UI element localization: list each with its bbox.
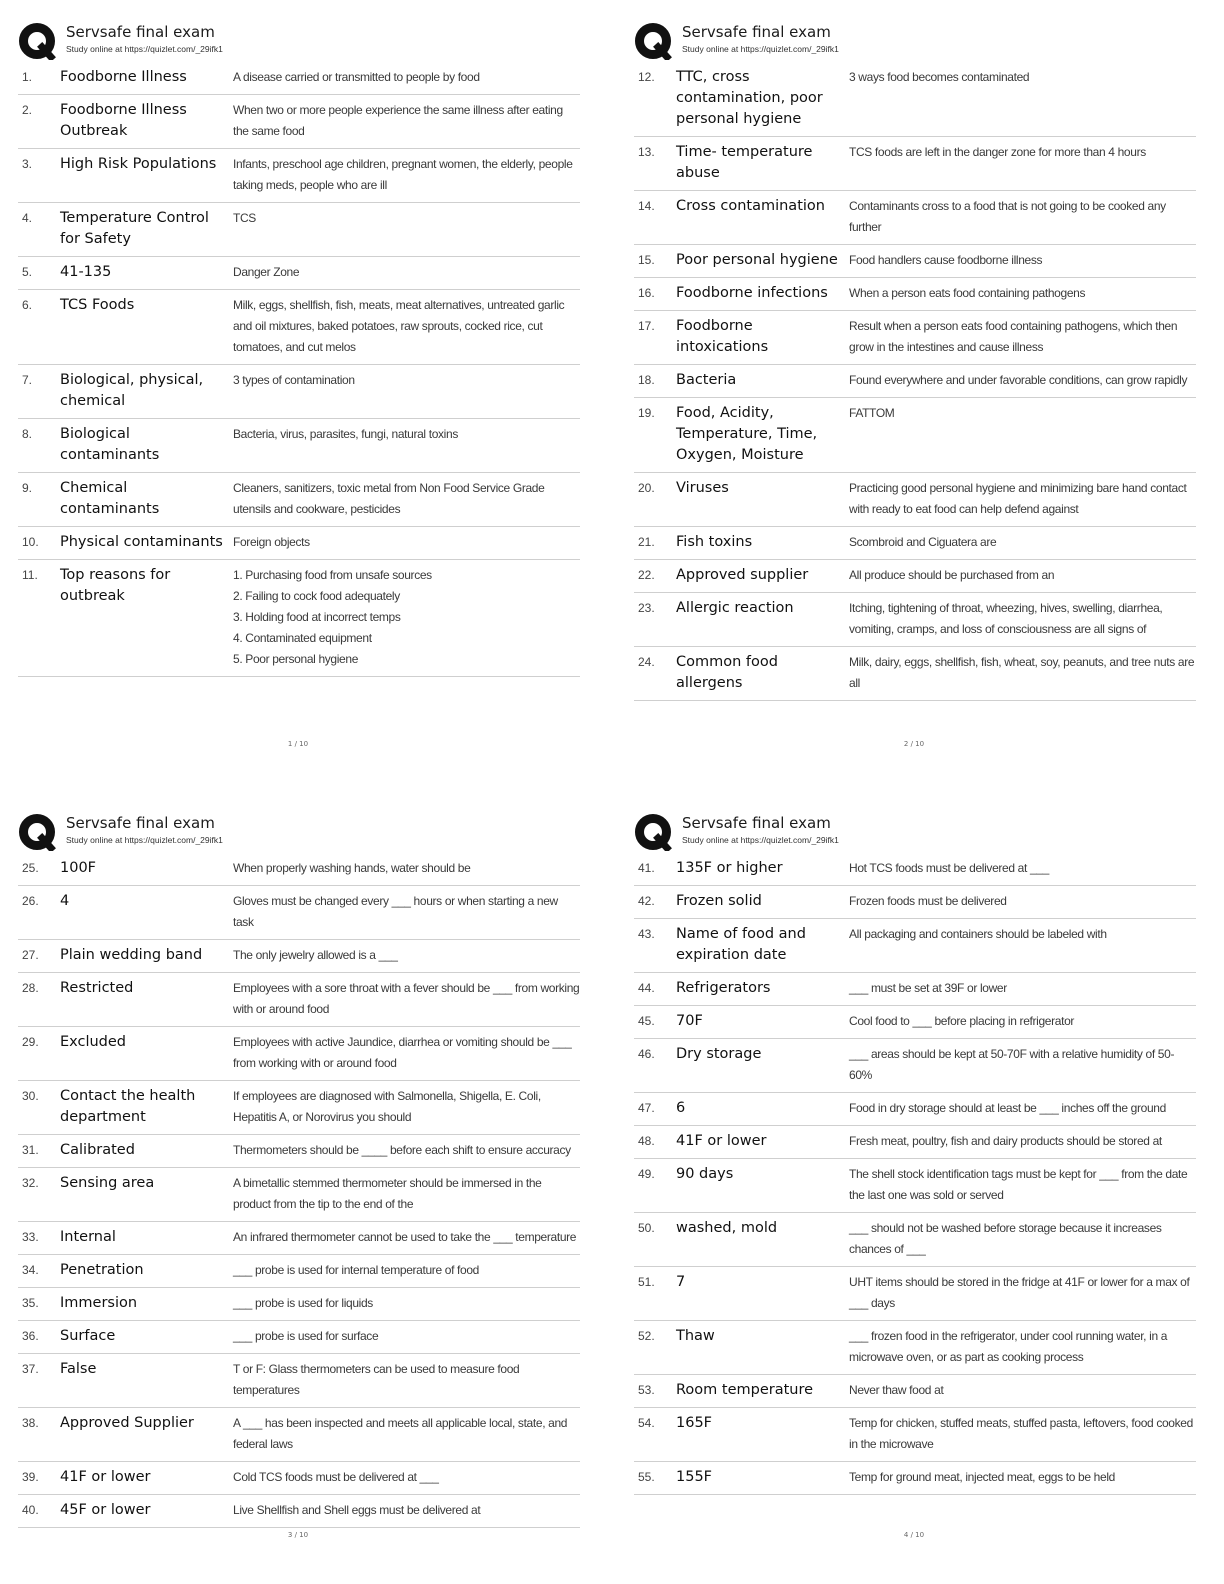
row-number: 2. bbox=[22, 103, 33, 117]
term-text: 165F bbox=[676, 1415, 713, 1431]
flashcard-row bbox=[634, 527, 1196, 560]
study-link[interactable]: Study online at https://quizlet.com/_29ifk1 bbox=[66, 835, 223, 845]
page-header bbox=[18, 20, 580, 62]
term-text: Frozen solid bbox=[676, 893, 762, 909]
flashcard-row bbox=[634, 647, 1196, 701]
term-text: Biological, physical, chemical bbox=[60, 372, 204, 409]
row-number: 1. bbox=[22, 70, 33, 84]
page-4 bbox=[634, 811, 1196, 1495]
definition-text: Contaminants cross to a food that is not going to be cooked any further bbox=[849, 199, 1166, 234]
row-number: 33. bbox=[22, 1230, 39, 1244]
term-text: Plain wedding band bbox=[60, 947, 203, 963]
row-number: 6. bbox=[22, 298, 33, 312]
term-text: 4 bbox=[60, 893, 70, 909]
row-number: 9. bbox=[22, 481, 33, 495]
term-text: 155F bbox=[676, 1469, 713, 1485]
flashcard-row bbox=[634, 973, 1196, 1006]
definition-text: Itching, tightening of throat, wheezing, hives, swelling, diarrhea, vomiting, cramps, and loss of consciousness are all signs of bbox=[849, 601, 1163, 636]
term-text: Food, Acidity, Temperature, Time, Oxygen, Moisture bbox=[676, 405, 818, 463]
definition-text: ___ frozen food in the refrigerator, under cool running water, in a microwave oven, or as part as cooking process bbox=[849, 1329, 1168, 1364]
row-number: 41. bbox=[638, 861, 655, 875]
flashcard-row bbox=[18, 853, 580, 886]
flashcard-row bbox=[634, 137, 1196, 191]
flashcard-row bbox=[18, 419, 580, 473]
term-list bbox=[634, 62, 1196, 701]
term-text: 6 bbox=[676, 1100, 686, 1116]
flashcard-row bbox=[18, 527, 580, 560]
flashcard-row bbox=[634, 1267, 1196, 1321]
term-text: Room temperature bbox=[676, 1382, 814, 1398]
flashcard-row bbox=[18, 1222, 580, 1255]
flashcard-row bbox=[634, 1375, 1196, 1408]
flashcard-row bbox=[18, 1288, 580, 1321]
definition-text: All produce should be purchased from an bbox=[849, 568, 1055, 582]
definition-text: Bacteria, virus, parasites, fungi, natural toxins bbox=[233, 427, 458, 441]
row-number: 35. bbox=[22, 1296, 39, 1310]
flashcard-row bbox=[634, 1126, 1196, 1159]
page-header bbox=[634, 20, 1196, 62]
page-number: 4 / 10 bbox=[903, 1531, 925, 1539]
term-text: Thaw bbox=[676, 1328, 715, 1344]
definition-text: Food in dry storage should at least be ___ inches off the ground bbox=[849, 1101, 1166, 1115]
term-text: Internal bbox=[60, 1229, 116, 1245]
term-text: 41F or lower bbox=[676, 1133, 767, 1149]
flashcard-row bbox=[18, 886, 580, 940]
flashcard-row bbox=[634, 1462, 1196, 1495]
row-number: 10. bbox=[22, 535, 39, 549]
row-number: 23. bbox=[638, 601, 655, 615]
flashcard-row bbox=[634, 560, 1196, 593]
term-text: Temperature Control for Safety bbox=[60, 210, 209, 247]
definition-text: A disease carried or transmitted to people by food bbox=[233, 70, 480, 84]
term-text: Sensing area bbox=[60, 1175, 155, 1191]
row-number: 32. bbox=[22, 1176, 39, 1190]
term-text: Physical contaminants bbox=[60, 534, 223, 550]
row-number: 4. bbox=[22, 211, 33, 225]
term-text: Common food allergens bbox=[676, 654, 778, 691]
definition-text: Cool food to ___ before placing in refrigerator bbox=[849, 1014, 1075, 1028]
row-number: 14. bbox=[638, 199, 655, 213]
row-number: 18. bbox=[638, 373, 655, 387]
term-text: 41F or lower bbox=[60, 1469, 151, 1485]
row-number: 49. bbox=[638, 1167, 655, 1181]
definition-text: Temp for chicken, stuffed meats, stuffed pasta, leftovers, food cooked in the microwave bbox=[849, 1416, 1193, 1451]
definition-text: 3 ways food becomes contaminated bbox=[849, 70, 1030, 84]
flashcard-row bbox=[634, 278, 1196, 311]
term-text: 45F or lower bbox=[60, 1502, 151, 1518]
term-text: Penetration bbox=[60, 1262, 144, 1278]
flashcard-row bbox=[18, 1321, 580, 1354]
term-text: TCS Foods bbox=[60, 297, 135, 313]
row-number: 8. bbox=[22, 427, 33, 441]
term-text: Refrigerators bbox=[676, 980, 771, 996]
document-title: Servsafe final exam bbox=[682, 814, 831, 832]
definition-text: ___ should not be washed before storage because it increases chances of ___ bbox=[849, 1221, 1162, 1256]
row-number: 34. bbox=[22, 1263, 39, 1277]
flashcard-row bbox=[634, 853, 1196, 886]
definition-text: 1. Purchasing food from unsafe sources 2. Failing to cock food adequately 3. Holding food at incorrect temps 4. Contaminated equipment 5. Poor personal hygiene bbox=[233, 568, 432, 666]
definition-text: The only jewelry allowed is a ___ bbox=[233, 948, 398, 962]
definition-text: Food handlers cause foodborne illness bbox=[849, 253, 1043, 267]
term-text: Excluded bbox=[60, 1034, 127, 1050]
row-number: 50. bbox=[638, 1221, 655, 1235]
definition-text: Milk, eggs, shellfish, fish, meats, meat alternatives, untreated garlic and oil mixtures, baked potatoes, raw sprouts, cocked rice, cut tomatoes, and cut melos bbox=[233, 298, 565, 354]
flashcard-row bbox=[18, 473, 580, 527]
flashcard-row bbox=[18, 203, 580, 257]
flashcard-row bbox=[18, 290, 580, 365]
definition-text: TCS foods are left in the danger zone for more than 4 hours bbox=[849, 145, 1146, 159]
row-number: 16. bbox=[638, 286, 655, 300]
definition-text: ___ areas should be kept at 50-70F with a relative humidity of 50-60% bbox=[849, 1047, 1175, 1082]
page-2 bbox=[634, 20, 1196, 701]
page-number: 1 / 10 bbox=[287, 740, 309, 748]
flashcard-row bbox=[634, 398, 1196, 473]
definition-text: Cleaners, sanitizers, toxic metal from Non Food Service Grade utensils and cookware, pesticides bbox=[233, 481, 545, 516]
quizlet-logo-icon bbox=[18, 813, 56, 851]
row-number: 55. bbox=[638, 1470, 655, 1484]
definition-text: ___ probe is used for surface bbox=[233, 1329, 379, 1343]
row-number: 46. bbox=[638, 1047, 655, 1061]
definition-text: TCS bbox=[233, 211, 256, 225]
definition-text: T or F: Glass thermometers can be used to measure food temperatures bbox=[233, 1362, 520, 1397]
definition-text: Thermometers should be ____ before each shift to ensure accuracy bbox=[233, 1143, 571, 1157]
row-number: 3. bbox=[22, 157, 33, 171]
term-text: Viruses bbox=[676, 480, 729, 496]
row-number: 12. bbox=[638, 70, 655, 84]
flashcard-row bbox=[18, 1027, 580, 1081]
flashcard-row bbox=[634, 919, 1196, 973]
row-number: 28. bbox=[22, 981, 39, 995]
row-number: 30. bbox=[22, 1089, 39, 1103]
term-text: Bacteria bbox=[676, 372, 737, 388]
term-text: Dry storage bbox=[676, 1046, 762, 1062]
definition-text: Foreign objects bbox=[233, 535, 310, 549]
term-text: Top reasons for outbreak bbox=[60, 567, 171, 604]
definition-text: ___ probe is used for internal temperature of food bbox=[233, 1263, 479, 1277]
row-number: 45. bbox=[638, 1014, 655, 1028]
row-number: 13. bbox=[638, 145, 655, 159]
term-text: Restricted bbox=[60, 980, 134, 996]
definition-text: Cold TCS foods must be delivered at ___ bbox=[233, 1470, 439, 1484]
flashcard-row bbox=[634, 886, 1196, 919]
flashcard-row bbox=[634, 1039, 1196, 1093]
study-link[interactable]: Study online at https://quizlet.com/_29ifk1 bbox=[682, 835, 839, 845]
term-list bbox=[634, 853, 1196, 1495]
definition-text: UHT items should be stored in the fridge at 41F or lower for a max of ___ days bbox=[849, 1275, 1190, 1310]
flashcard-row bbox=[18, 1255, 580, 1288]
definition-text: 3 types of contamination bbox=[233, 373, 355, 387]
document-title: Servsafe final exam bbox=[682, 23, 831, 41]
flashcard-row bbox=[18, 1462, 580, 1495]
row-number: 47. bbox=[638, 1101, 655, 1115]
term-text: Approved supplier bbox=[676, 567, 809, 583]
definition-text: Live Shellfish and Shell eggs must be delivered at bbox=[233, 1503, 481, 1517]
definition-text: Never thaw food at bbox=[849, 1383, 944, 1397]
definition-text: Hot TCS foods must be delivered at ___ bbox=[849, 861, 1049, 875]
definition-text: Danger Zone bbox=[233, 265, 300, 279]
term-text: Contact the health department bbox=[60, 1088, 196, 1125]
flashcard-row bbox=[634, 245, 1196, 278]
term-text: washed, mold bbox=[676, 1220, 778, 1236]
term-text: Name of food and expiration date bbox=[676, 926, 806, 963]
document-title: Servsafe final exam bbox=[66, 814, 215, 832]
term-text: Allergic reaction bbox=[676, 600, 794, 616]
term-text: 70F bbox=[676, 1013, 703, 1029]
definition-text: Result when a person eats food containing pathogens, which then grow in the intestines and cause illness bbox=[849, 319, 1178, 354]
term-text: Foodborne Illness bbox=[60, 69, 187, 85]
row-number: 29. bbox=[22, 1035, 39, 1049]
flashcard-row bbox=[18, 973, 580, 1027]
term-text: Cross contamination bbox=[676, 198, 825, 214]
definition-text: When two or more people experience the same illness after eating the same food bbox=[233, 103, 563, 138]
row-number: 15. bbox=[638, 253, 655, 267]
term-text: Foodborne Illness Outbreak bbox=[60, 102, 187, 139]
flashcard-row bbox=[634, 593, 1196, 647]
row-number: 5. bbox=[22, 265, 33, 279]
row-number: 36. bbox=[22, 1329, 39, 1343]
definition-text: When properly washing hands, water should be bbox=[233, 861, 471, 875]
row-number: 54. bbox=[638, 1416, 655, 1430]
definition-text: ___ must be set at 39F or lower bbox=[849, 981, 1007, 995]
term-text: High Risk Populations bbox=[60, 156, 217, 172]
definition-text: Milk, dairy, eggs, shellfish, fish, wheat, soy, peanuts, and tree nuts are all bbox=[849, 655, 1195, 690]
flashcard-row bbox=[18, 365, 580, 419]
flashcard-row bbox=[18, 560, 580, 677]
flashcard-row bbox=[18, 1495, 580, 1528]
definition-text: Employees with active Jaundice, diarrhea or vomiting should be ___ from working with or around food bbox=[233, 1035, 572, 1070]
definition-text: An infrared thermometer cannot be used to take the ___ temperature bbox=[233, 1230, 577, 1244]
term-text: 135F or higher bbox=[676, 860, 783, 876]
definition-text: Found everywhere and under favorable conditions, can grow rapidly bbox=[849, 373, 1188, 387]
row-number: 25. bbox=[22, 861, 39, 875]
row-number: 24. bbox=[638, 655, 655, 669]
term-text: Calibrated bbox=[60, 1142, 135, 1158]
term-text: Poor personal hygiene bbox=[676, 252, 838, 268]
flashcard-row bbox=[634, 365, 1196, 398]
definition-text: Practicing good personal hygiene and minimizing bare hand contact with ready to eat food can help defend against bbox=[849, 481, 1187, 516]
term-list bbox=[18, 62, 580, 677]
flashcard-row bbox=[634, 191, 1196, 245]
row-number: 48. bbox=[638, 1134, 655, 1148]
flashcard-row bbox=[634, 1213, 1196, 1267]
term-list bbox=[18, 853, 580, 1528]
definition-text: When a person eats food containing pathogens bbox=[849, 286, 1086, 300]
flashcard-row bbox=[634, 1093, 1196, 1126]
term-text: Foodborne infections bbox=[676, 285, 828, 301]
study-link[interactable]: Study online at https://quizlet.com/_29ifk1 bbox=[66, 44, 223, 54]
definition-text: Frozen foods must be delivered bbox=[849, 894, 1007, 908]
term-text: Approved Supplier bbox=[60, 1415, 194, 1431]
row-number: 43. bbox=[638, 927, 655, 941]
row-number: 31. bbox=[22, 1143, 39, 1157]
flashcard-row bbox=[634, 1321, 1196, 1375]
row-number: 39. bbox=[22, 1470, 39, 1484]
row-number: 19. bbox=[638, 406, 655, 420]
row-number: 27. bbox=[22, 948, 39, 962]
page-3 bbox=[18, 811, 580, 1528]
page-number: 2 / 10 bbox=[903, 740, 925, 748]
row-number: 17. bbox=[638, 319, 655, 333]
definition-text: Gloves must be changed every ___ hours or when starting a new task bbox=[233, 894, 558, 929]
page-number: 3 / 10 bbox=[287, 1531, 309, 1539]
page-header bbox=[18, 811, 580, 853]
flashcard-row bbox=[634, 1408, 1196, 1462]
row-number: 21. bbox=[638, 535, 655, 549]
definition-text: Infants, preschool age children, pregnant women, the elderly, people taking meds, people who are ill bbox=[233, 157, 573, 192]
flashcard-row bbox=[18, 1408, 580, 1462]
row-number: 37. bbox=[22, 1362, 39, 1376]
row-number: 44. bbox=[638, 981, 655, 995]
definition-text: If employees are diagnosed with Salmonella, Shigella, E. Coli, Hepatitis A, or Norovirus you should bbox=[233, 1089, 541, 1124]
flashcard-row bbox=[18, 149, 580, 203]
row-number: 53. bbox=[638, 1383, 655, 1397]
term-text: 41-135 bbox=[60, 264, 112, 280]
row-number: 11. bbox=[22, 568, 38, 582]
flashcard-row bbox=[634, 1159, 1196, 1213]
flashcard-row bbox=[18, 1168, 580, 1222]
row-number: 40. bbox=[22, 1503, 39, 1517]
quizlet-logo-icon bbox=[18, 22, 56, 60]
flashcard-row bbox=[18, 62, 580, 95]
flashcard-row bbox=[18, 940, 580, 973]
definition-text: A ___ has been inspected and meets all applicable local, state, and federal laws bbox=[233, 1416, 568, 1451]
definition-text: Temp for ground meat, injected meat, eggs to be held bbox=[849, 1470, 1115, 1484]
definition-text: ___ probe is used for liquids bbox=[233, 1296, 373, 1310]
definition-text: Fresh meat, poultry, fish and dairy products should be stored at bbox=[849, 1134, 1162, 1148]
row-number: 22. bbox=[638, 568, 655, 582]
row-number: 52. bbox=[638, 1329, 655, 1343]
row-number: 7. bbox=[22, 373, 33, 387]
term-text: Foodborne intoxications bbox=[676, 318, 769, 355]
flashcard-row bbox=[634, 311, 1196, 365]
definition-text: FATTOM bbox=[849, 406, 895, 420]
row-number: 20. bbox=[638, 481, 655, 495]
term-text: 90 days bbox=[676, 1166, 734, 1182]
study-link[interactable]: Study online at https://quizlet.com/_29ifk1 bbox=[682, 44, 839, 54]
term-text: 100F bbox=[60, 860, 97, 876]
term-text: Chemical contaminants bbox=[60, 480, 160, 517]
term-text: Immersion bbox=[60, 1295, 138, 1311]
flashcard-row bbox=[18, 1135, 580, 1168]
page-header bbox=[634, 811, 1196, 853]
definition-text: The shell stock identification tags must be kept for ___ from the date the last one was sold or served bbox=[849, 1167, 1188, 1202]
flashcard-row bbox=[18, 1354, 580, 1408]
term-text: 7 bbox=[676, 1274, 686, 1290]
term-text: TTC, cross contamination, poor personal hygiene bbox=[676, 69, 823, 127]
row-number: 38. bbox=[22, 1416, 39, 1430]
term-text: False bbox=[60, 1361, 97, 1377]
row-number: 26. bbox=[22, 894, 39, 908]
definition-text: Employees with a sore throat with a fever should be ___ from working with or around food bbox=[233, 981, 580, 1016]
definition-text: Scombroid and Ciguatera are bbox=[849, 535, 997, 549]
flashcard-row bbox=[634, 473, 1196, 527]
definition-text: A bimetallic stemmed thermometer should be immersed in the product from the tip to the end of the bbox=[233, 1176, 542, 1211]
flashcard-row bbox=[18, 257, 580, 290]
flashcard-row bbox=[634, 62, 1196, 137]
row-number: 42. bbox=[638, 894, 655, 908]
document-title: Servsafe final exam bbox=[66, 23, 215, 41]
flashcard-row bbox=[634, 1006, 1196, 1039]
term-text: Surface bbox=[60, 1328, 116, 1344]
term-text: Time- temperature abuse bbox=[676, 144, 813, 181]
quizlet-logo-icon bbox=[634, 813, 672, 851]
quizlet-logo-icon bbox=[634, 22, 672, 60]
term-text: Biological contaminants bbox=[60, 426, 160, 463]
page-1 bbox=[18, 20, 580, 677]
term-text: Fish toxins bbox=[676, 534, 753, 550]
definition-text: All packaging and containers should be labeled with bbox=[849, 927, 1107, 941]
flashcard-row bbox=[18, 1081, 580, 1135]
row-number: 51. bbox=[638, 1275, 655, 1289]
flashcard-row bbox=[18, 95, 580, 149]
